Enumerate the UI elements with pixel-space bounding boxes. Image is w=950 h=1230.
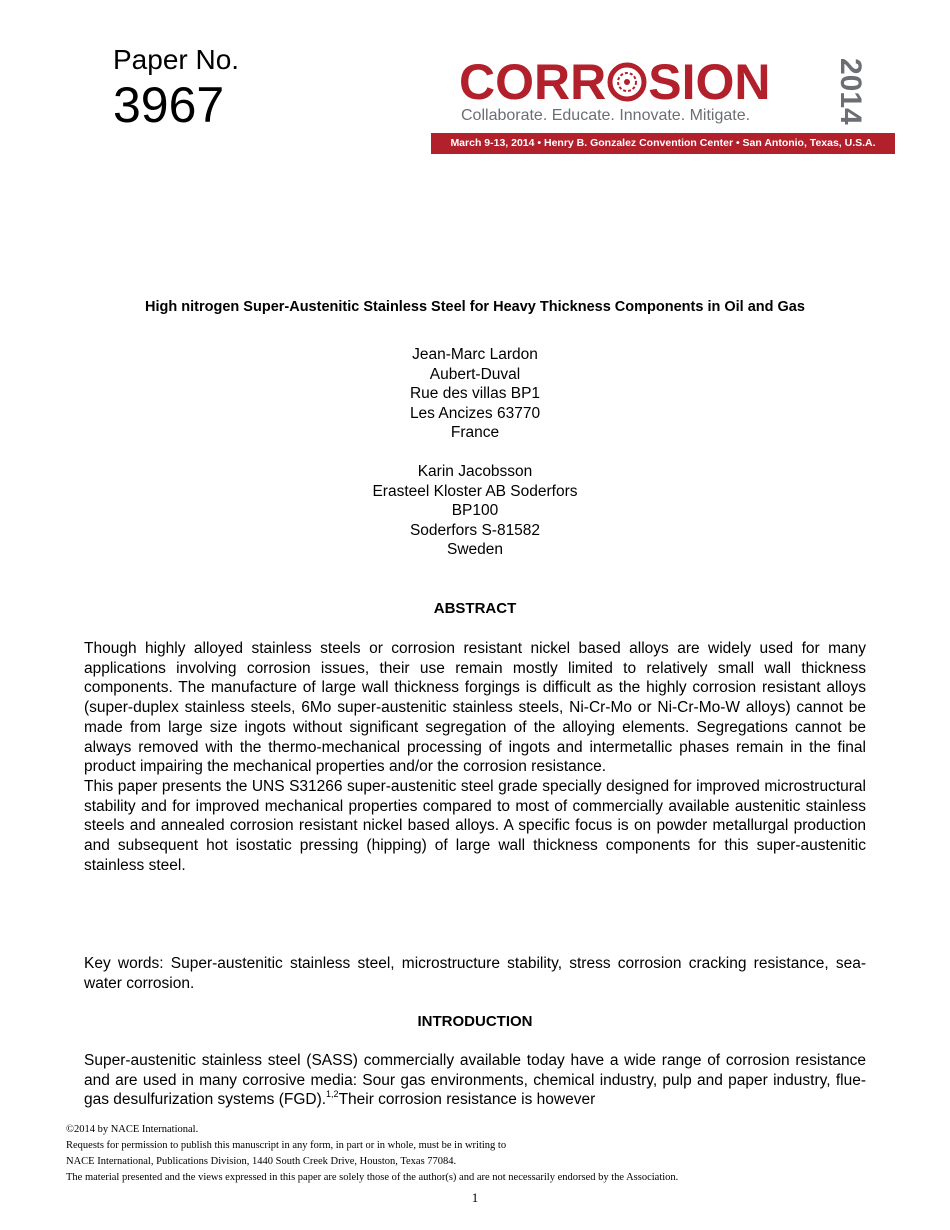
abstract-paragraph-1: Though highly alloyed stainless steels or corrosion resistant nickel based alloys are widely used for many applications involving corrosion issues, their use remain mostly limited to relatively small wall thickness components. The manufacture of large wall thickness forgings is difficult as the highly corrosion resistant alloys (super-duplex stainless steels, 6Mo super-austenitic stainless steels, Ni-Cr-Mo or Ni-Cr-Mo-W alloys) cannot be made from large size ingots without significant segregation of the alloying elements. Segregations cannot be always removed with the thermo-mechanical processing of ingots and intermetallic phases remain in the final product impairing the mechanical properties and/or the corrosion resistance. bbox=[84, 640, 866, 776]
author-block-1 bbox=[200, 345, 750, 443]
logo-year bbox=[831, 58, 871, 126]
paper-title: High nitrogen Super-Austenitic Stainless Steel for Heavy Thickness Components in Oil and Gas bbox=[145, 299, 805, 315]
author-2-city: Soderfors S-81582 bbox=[409, 521, 541, 539]
globe-icon bbox=[606, 61, 648, 103]
event-banner: March 9-13, 2014 • Henry B. Gonzalez Convention Center • San Antonio, Texas, U.S.A. bbox=[431, 133, 895, 154]
logo-year-text: 2014 bbox=[834, 58, 867, 125]
author-1-country: France bbox=[450, 424, 500, 442]
copyright-footer bbox=[66, 1122, 886, 1186]
logo-word-before: CORR bbox=[459, 54, 607, 110]
author-1-city: Les Ancizes 63770 bbox=[409, 404, 541, 422]
author-1-address: Rue des villas BP1 bbox=[409, 385, 541, 403]
author-1-affiliation: Aubert-Duval bbox=[429, 365, 521, 383]
logo-wordmark bbox=[459, 56, 770, 108]
footer-line-2: Requests for permission to publish this manuscript in any form, in part or in whole, must be in writing to bbox=[66, 1140, 507, 1151]
abstract-heading: ABSTRACT bbox=[433, 600, 517, 617]
introduction-body bbox=[84, 1051, 866, 1110]
paper-number-block bbox=[113, 44, 239, 132]
intro-text-1: Super-austenitic stainless steel (SASS) commercially available today have a wide range of corrosion resistance and are used in many corrosive media: Sour gas environments, chemical industry, pulp and paper industry, flue-gas desulfurization systems (FGD). bbox=[84, 1052, 866, 1109]
paper-label: Paper No. bbox=[113, 44, 240, 75]
page-number: 1 bbox=[471, 1190, 479, 1205]
introduction-heading: INTRODUCTION bbox=[417, 1013, 533, 1030]
author-2-affiliation: Erasteel Kloster AB Soderfors bbox=[372, 482, 578, 500]
paper-number: 3967 bbox=[113, 77, 225, 133]
author-2-name: Karin Jacobsson bbox=[417, 463, 533, 480]
footer-line-4: The material presented and the views expressed in this paper are solely those of the author(s) and are not necessarily endorsed by the Association. bbox=[66, 1172, 679, 1183]
intro-reference: 1,2 bbox=[326, 1089, 339, 1100]
author-1-name: Jean-Marc Lardon bbox=[412, 346, 538, 363]
footer-line-1: ©2014 by NACE International. bbox=[66, 1124, 199, 1135]
keywords: Key words: Super-austenitic stainless steel, microstructure stability, stress corrosion cracking resistance, sea-water corrosion. bbox=[84, 955, 866, 992]
author-2-address: BP100 bbox=[451, 502, 499, 520]
logo-word-after: SION bbox=[648, 54, 771, 110]
intro-text-2: Their corrosion resistance is however bbox=[338, 1091, 596, 1109]
footer-line-3: NACE International, Publications Division, 1440 South Creek Drive, Houston, Texas 77084. bbox=[66, 1156, 457, 1167]
author-2-country: Sweden bbox=[446, 541, 503, 559]
logo-tagline: Collaborate. Educate. Innovate. Mitigate. bbox=[461, 107, 751, 124]
abstract-body bbox=[84, 639, 866, 875]
author-block-2 bbox=[200, 462, 750, 560]
abstract-paragraph-2: This paper presents the UNS S31266 super-austenitic steel grade specially designed for improved microstructural stability and for improved mechanical properties compared to most of commercially available austenitic stainless steels and annealed corrosion resistant nickel based alloys. A specific focus is on powder metallurgal production and subsequent hot isostatic pressing (hipping) of large wall thickness components for this super-austenitic stainless steel. bbox=[84, 777, 866, 874]
conference-logo bbox=[431, 56, 895, 154]
